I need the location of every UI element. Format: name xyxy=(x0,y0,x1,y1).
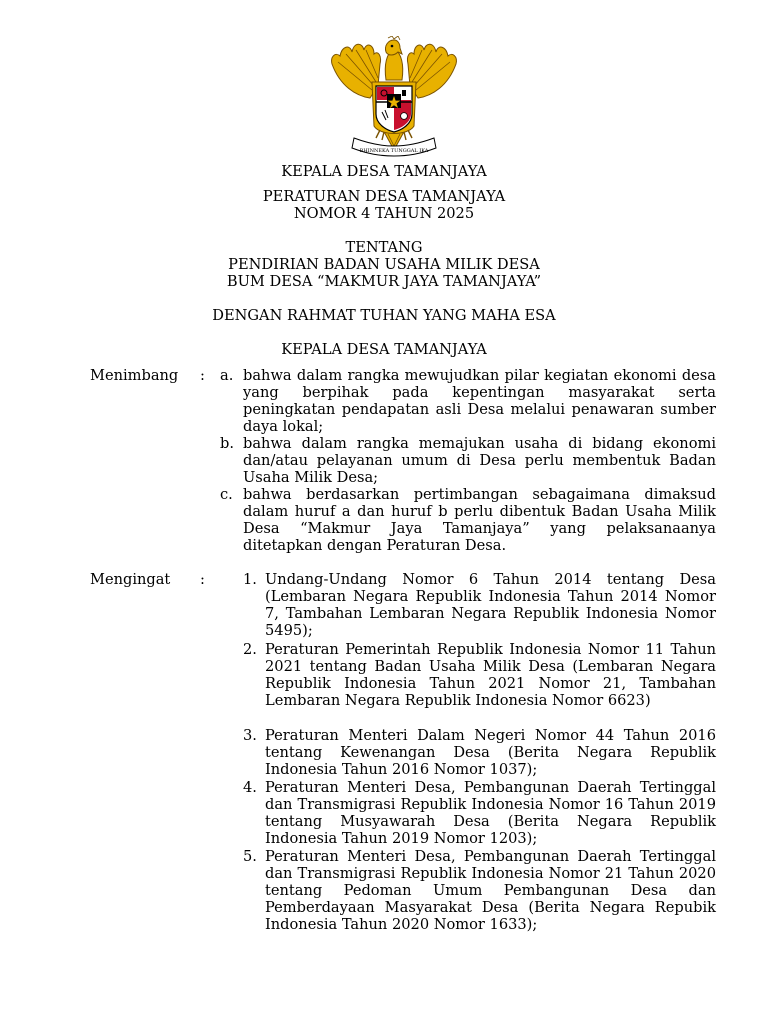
item-marker: c. xyxy=(220,486,233,503)
invocation: DENGAN RAHMAT TUHAN YANG MAHA ESA xyxy=(212,307,556,324)
recalling-label: Mengingat xyxy=(90,571,171,588)
considering-label: Menimbang xyxy=(90,367,179,384)
item-text: bahwa dalam rangka mewujudkan pilar kegiatan ekonomi desa yang berpihak pada kepentingan masyarakat serta peningkatan pendapatan asli Desa melalui penawaran sumber daya lokal; xyxy=(243,367,716,435)
item-marker: 4. xyxy=(243,779,257,796)
item-marker: b. xyxy=(220,435,234,452)
svg-text:BHINNEKA TUNGGAL IKA: BHINNEKA TUNGGAL IKA xyxy=(359,148,429,154)
item-marker: 2. xyxy=(243,641,257,658)
item-marker: 3. xyxy=(243,727,257,744)
item-text: Peraturan Menteri Desa, Pembangunan Daerah Tertinggal dan Transmigrasi Republik Indonesia Nomor 21 Tahun 2020 tentang Pedoman Umum Pembangunan Desa dan Pemberdayaan Masyarakat Desa (Berita Negara Repubik Indonesia Tahun 2020 Nomor 1633); xyxy=(265,848,716,933)
regulation-title: PERATURAN DESA TAMANJAYA xyxy=(262,188,506,205)
subject-line-1: PENDIRIAN BADAN USAHA MILIK DESA xyxy=(228,256,540,273)
item-text: bahwa dalam rangka memajukan usaha di bidang ekonomi dan/atau pelayanan umum di Desa perlu membentuk Badan Usaha Milik Desa; xyxy=(243,435,716,486)
issuer-heading-repeat: KEPALA DESA TAMANJAYA xyxy=(281,341,487,358)
item-text: Peraturan Menteri Dalam Negeri Nomor 44 Tahun 2016 tentang Kewenangan Desa (Berita Negara Republik Indonesia Tahun 2016 Nomor 1037); xyxy=(265,727,716,778)
item-text: bahwa berdasarkan pertimbangan sebagaimana dimaksud dalam huruf a dan huruf b perlu dibentuk Badan Usaha Milik Desa “Makmur Jaya Tamanjaya” yang pelaksanaanya ditetapkan dengan Peraturan Desa. xyxy=(243,486,716,554)
about-label: TENTANG xyxy=(345,239,423,256)
item-marker: 5. xyxy=(243,848,257,865)
item-marker: a. xyxy=(220,367,234,384)
regulation-number: NOMOR 4 TAHUN 2025 xyxy=(293,205,475,222)
subject-line-2: BUM DESA “MAKMUR JAYA TAMANJAYA” xyxy=(226,273,542,290)
item-text: Peraturan Pemerintah Republik Indonesia Nomor 11 Tahun 2021 tentang Badan Usaha Milik Desa (Lembaran Negara Republik Indonesia Tahun 2021 Nomor 21, Tambahan Lembaran Negara Republik Indonesia Nomor 6623) xyxy=(265,641,716,709)
issuer-heading: KEPALA DESA TAMANJAYA xyxy=(281,163,487,180)
item-marker: 1. xyxy=(243,571,257,588)
considering-colon: : xyxy=(200,367,205,384)
garuda-pancasila-emblem-icon xyxy=(326,36,462,162)
item-text: Peraturan Menteri Desa, Pembangunan Daerah Tertinggal dan Transmigrasi Republik Indonesia Nomor 16 Tahun 2019 tentang Musyawarah Desa (Berita Negara Republik Indonesia Tahun 2019 Nomor 1203); xyxy=(265,779,716,847)
item-text: Undang-Undang Nomor 6 Tahun 2014 tentang Desa (Lembaran Negara Republik Indonesia Tahun 2014 Nomor 7, Tambahan Lembaran Negara Republik Indonesia Nomor 5495); xyxy=(265,571,716,639)
recalling-colon: : xyxy=(200,571,205,588)
